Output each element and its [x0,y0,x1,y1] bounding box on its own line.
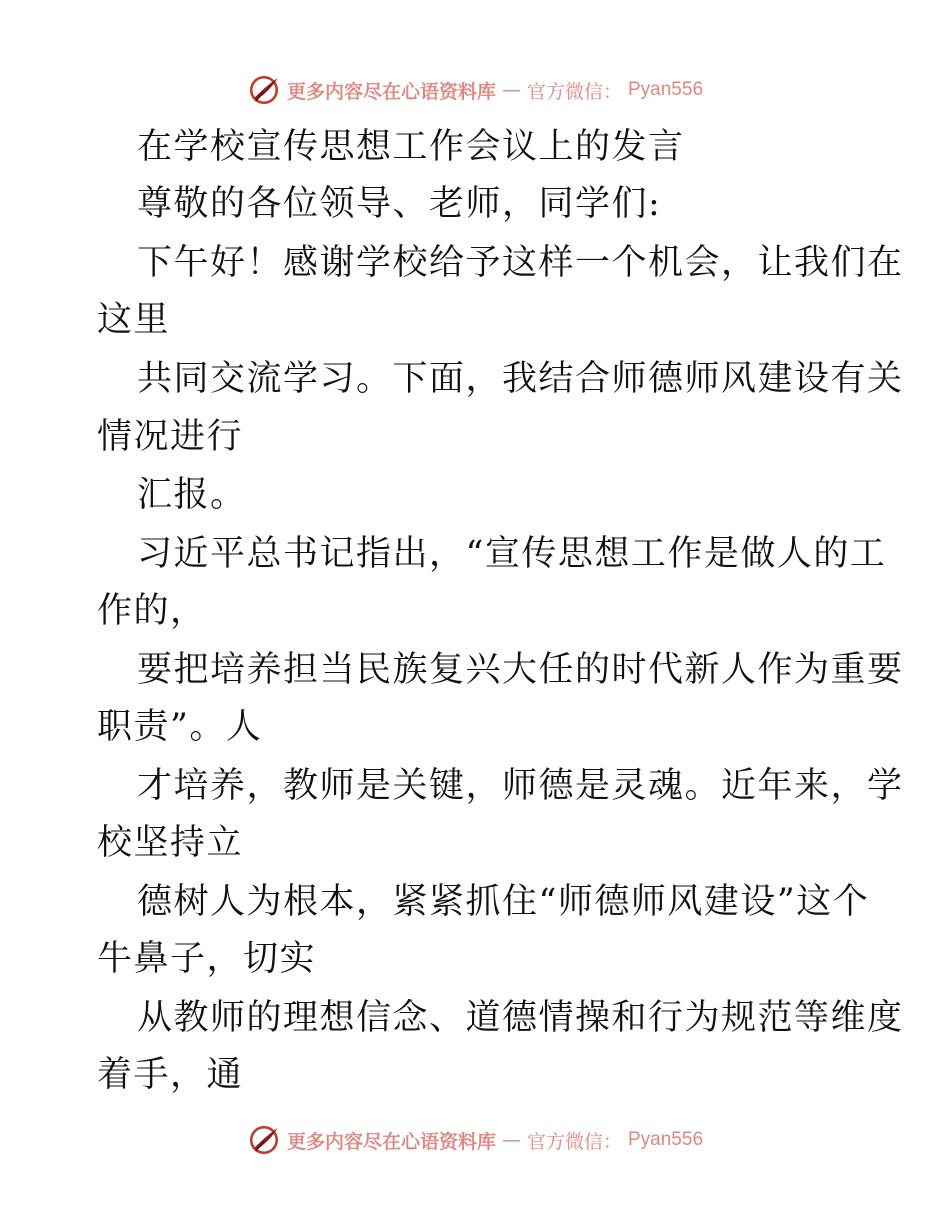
body-line: 从教师的理想信念、道德情操和行为规范等维度 [137,998,904,1038]
body-line: 才培养，教师是关键，师德是灵魂。近年来，学 [137,766,904,806]
banner-dash: — [501,79,521,101]
body-line: 德树人为根本，紧紧抓住“师德师风建设”这个 [137,882,870,922]
feather-pen-logo-icon [247,1123,281,1157]
header-banner-inner [247,73,703,107]
banner-site-text: 更多内容尽在心语资料库 [286,1130,496,1153]
banner-site-text: 更多内容尽在心语资料库 [286,80,496,103]
body-line: 习近平总书记指出，“宣传思想工作是做人的工 [137,534,887,574]
banner-wechat-label: 官方微信： [526,80,622,103]
body-line: 汇报。 [137,475,247,515]
feather-pen-logo-icon [247,73,281,107]
body-line: 这里 [97,300,171,340]
footer-banner-inner [247,1123,703,1157]
banner-wechat-id: Pyan556 [628,79,704,100]
header-banner [0,70,950,110]
body-line: 牛鼻子，切实 [97,939,317,979]
footer-banner [0,1120,950,1160]
document-title: 在学校宣传思想工作会议上的发言 [137,127,685,167]
banner-dash: — [501,1129,521,1151]
body-line: 情况进行 [97,417,244,457]
body-line: 校坚持立 [97,823,244,863]
body-line: 要把培养担当民族复兴大任的时代新人作为重要 [137,650,904,690]
body-line: 着手，通 [97,1055,244,1095]
banner-wechat-label: 官方微信： [526,1130,622,1153]
body-line: 下午好！感谢学校给予这样一个机会，让我们在 [137,243,904,283]
banner-wechat-id: Pyan556 [628,1129,704,1150]
body-line: 作的， [97,591,207,631]
body-line: 尊敬的各位领导、老师，同学们: [137,184,662,224]
body-line: 职责”。人 [97,707,263,747]
body-line: 共同交流学习。下面，我结合师德师风建设有关 [137,359,904,399]
